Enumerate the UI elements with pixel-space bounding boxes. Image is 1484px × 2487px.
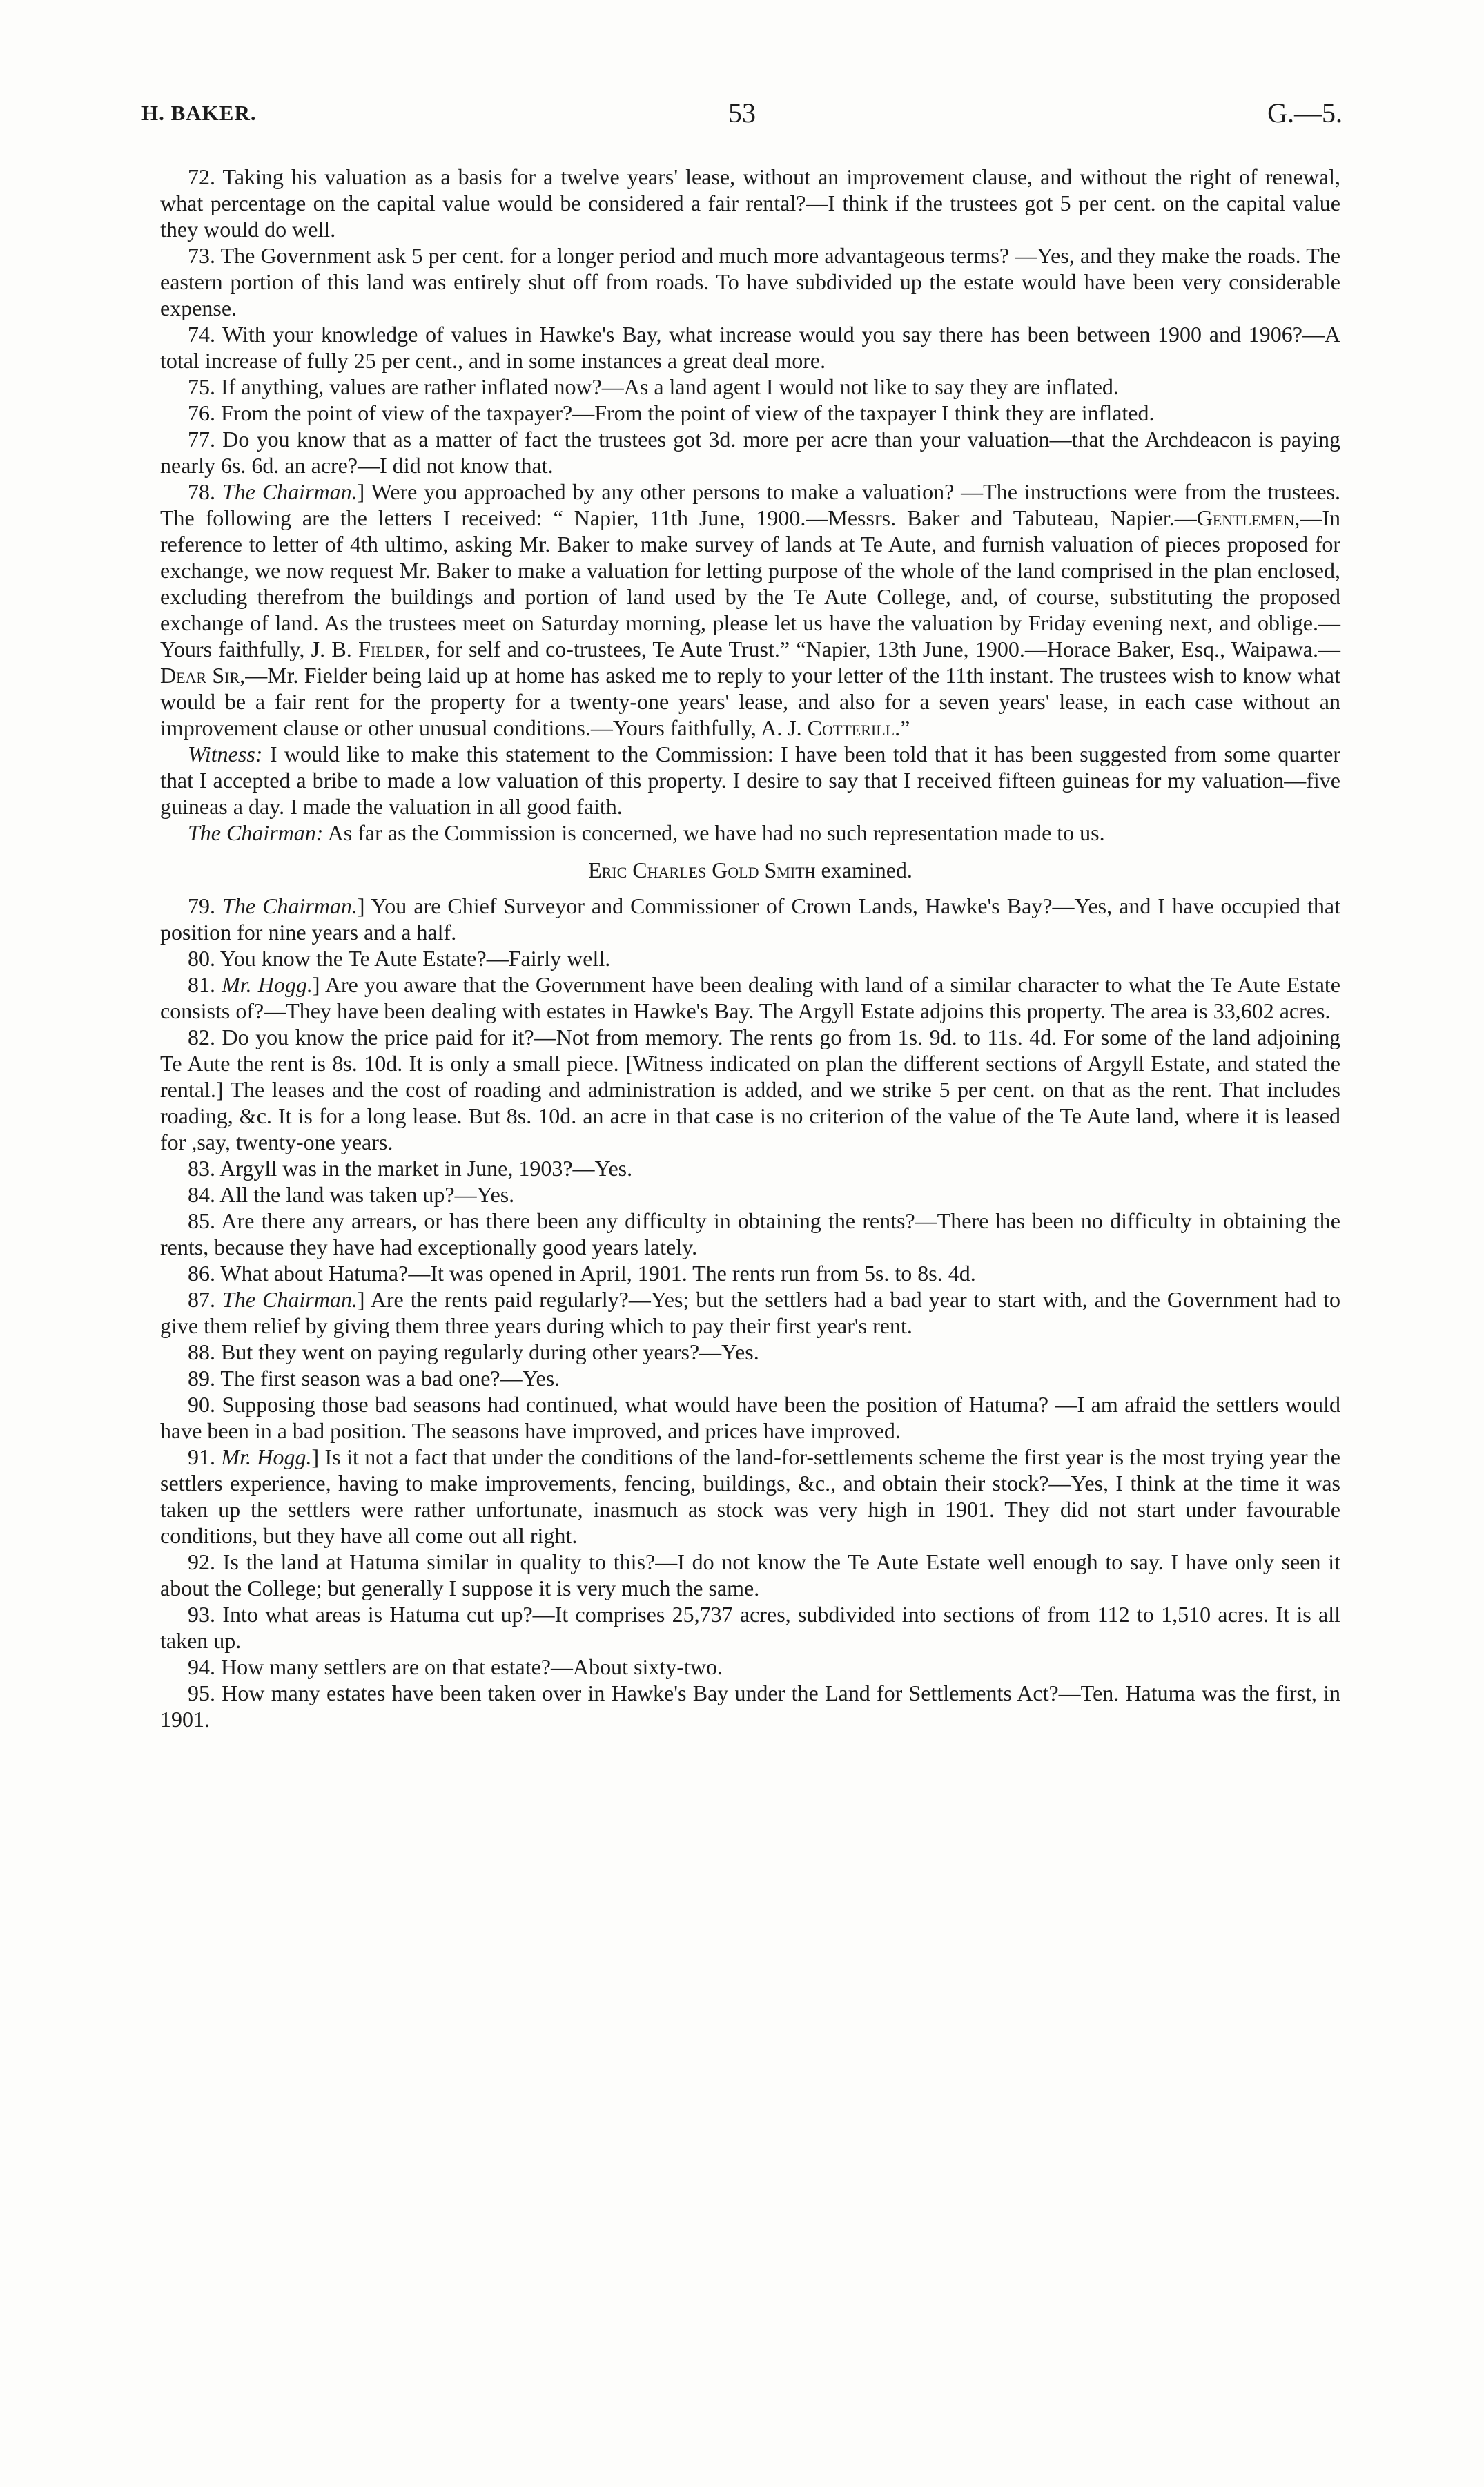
paragraph-82: 82. Do you know the price paid for it?—Not from memory. The rents go from 1s. 9d. to 11s. 4d. For some of the land adjoining Te Aute the rent is 8s. 10d. It is only a small piece. [Witness indicated on plan the different sections of Argyll Estate, and stated the rental.] The leases and the cost of roading and administration is added, and we strike 5 per cent. on that as the rent. That includes roading, &c. It is for a long lease. But 8s. 10d. an acre in that case is no criterion of the value of the Te Aute land, where it is leased for ,say, twenty-one years.	[160, 1025, 1340, 1154]
question-number: 81.	[188, 972, 215, 997]
paragraph-text: ] Is it not a fact that under the conditions of the land-for-settlements scheme the first year is the most trying year the settlers experience, having to make improvements, fencing, buildings, &c., and obtain their stock?—Yes, I think at the time it was taken up the settlers were rather unfortunate, inasmuch as stock was very high in 1901. They did not start under favourable conditions, but they have all come out all right.	[160, 1444, 1340, 1548]
paragraph-79	[160, 893, 1340, 945]
paragraph-text: —In reference to letter of 4th ultimo, asking Mr. Baker to make survey of lands at Te Aute, and furnish valuation of pieces proposed for exchange, we now request Mr. Baker to make a valuation for letting purpose of the whole of the land comprised in the plan enclosed, excluding therefrom the buildings and portion of land used by the Te Aute College, and, of course, substituting the proposed exchange of land. As the trustees meet on Saturday morning, please let us have the valuation by Friday evening next, and oblige.—Yours faithfully, J. B.	[160, 505, 1340, 661]
paragraph-91	[160, 1444, 1340, 1549]
speaker-name: The Chairman.	[222, 893, 358, 918]
speaker-name: Mr. Hogg.	[221, 1444, 312, 1469]
paragraph-80: 80. You know the Te Aute Estate?—Fairly well.	[188, 946, 611, 971]
paragraph-81	[160, 971, 1340, 1024]
salutation: Dear Sir,	[160, 663, 246, 688]
speaker-name: Witness:	[188, 742, 263, 766]
witness-name: Eric Charles Gold Smith	[588, 858, 816, 882]
speaker-name: The Chairman.	[222, 479, 358, 504]
chairman-statement	[160, 820, 1340, 846]
paragraph-85: 85. Are there any arrears, or has there been any difficulty in obtaining the rents?—There has been no difficulty in obtaining the rents, because they have had exceptionally good years lately.	[160, 1208, 1340, 1259]
question-number: 91.	[188, 1444, 215, 1469]
salutation: Gentlemen,	[1196, 505, 1300, 530]
page-number: 53	[728, 97, 756, 128]
paragraph-75: 75. If anything, values are rather inflated now?—As a land agent I would not like to say they are inflated.	[188, 374, 1119, 399]
witness-heading	[160, 857, 1340, 883]
document-reference: G.—5.	[1267, 97, 1343, 128]
signatory-name: Cotterill.	[807, 715, 901, 740]
paragraph-text: ] You are Chief Surveyor and Commissioner of Crown Lands, Hawke's Bay?—Yes, and I have occupied that position for nine years and a half.	[160, 893, 1341, 945]
paragraph-90: 90. Supposing those bad seasons had continued, what would have been the position of Hatuma? —I am afraid the settlers would have been in a bad position. The seasons have improved, and prices have improved.	[160, 1392, 1340, 1443]
speaker-name: Mr. Hogg.	[222, 972, 313, 997]
question-number: 87.	[188, 1287, 215, 1312]
paragraph-text: for self and co-trustees, Te Aute Trust.” “Napier, 13th June, 1900.—Horace Baker, Esq., Waipawa.—	[430, 637, 1341, 661]
paragraph-77: 77. Do you know that as a matter of fact the trustees got 3d. more per acre than your valuation—that the Archdeacon is paying nearly 6s. 6d. an acre?—I did not know that.	[160, 427, 1340, 478]
question-number: 79.	[188, 893, 215, 918]
paragraph-92: 92. Is the land at Hatuma similar in quality to this?—I do not know the Te Aute Estate well enough to say. I have only seen it about the College; but generally I suppose it is very much the same.	[160, 1549, 1340, 1600]
paragraph-text: ] Were you approached by any other persons to make a valuation? —The instructions were from the trustees. The following are the letters I received: “ Napier, 11th June, 1900.—Messrs. Baker and Tabuteau, Napier.—	[160, 479, 1341, 530]
paragraph-74: 74. With your knowledge of values in Hawke's Bay, what increase would you say there has been between 1900 and 1906?—A total increase of fully 25 per cent., and in some instances a great deal more.	[160, 322, 1340, 373]
paragraph-78	[160, 478, 1340, 741]
signatory-name: Fielder,	[358, 637, 431, 661]
paragraph-83: 83. Argyll was in the market in June, 1903?—Yes.	[188, 1156, 633, 1181]
testimony-body	[160, 164, 1340, 1732]
paragraph-84: 84. All the land was taken up?—Yes.	[188, 1182, 515, 1207]
witness-statement	[160, 741, 1340, 820]
paragraph-text: As far as the Commission is concerned, we have had no such representation made to us.	[323, 820, 1105, 845]
speaker-name: The Chairman:	[188, 820, 324, 845]
paragraph-88: 88. But they went on paying regularly during other years?—Yes.	[188, 1339, 759, 1364]
paragraph-73: 73. The Government ask 5 per cent. for a longer period and much more advantageous terms? —Yes, and they make the roads. The eastern portion of this land was entirely shut off from roads. To have subdivided up the estate would have been very considerable expense.	[160, 243, 1340, 320]
paragraph-94: 94. How many settlers are on that estate?—About sixty-two.	[188, 1654, 723, 1679]
witness-heading-suffix: examined.	[815, 858, 912, 882]
paragraph-72: 72. Taking his valuation as a basis for a twelve years' lease, without an improvement clause, and without the right of renewal, what percentage on the capital value would be considered a fair rental?—I think if the trustees got 5 per cent. on the capital value they would do well.	[160, 164, 1340, 242]
paragraph-text: ”	[900, 715, 910, 740]
paragraph-text: ] Are the rents paid regularly?—Yes; but the settlers had a bad year to start with, and the Government had to give them relief by giving them three years during which to pay their first year's rent.	[160, 1287, 1341, 1338]
paragraph-87	[160, 1286, 1340, 1339]
paragraph-76: 76. From the point of view of the taxpayer?—From the point of view of the taxpayer I think they are inflated.	[188, 400, 1155, 425]
paragraph-95: 95. How many estates have been taken over in Hawke's Bay under the Land for Settlements Act?—Ten. Hatuma was the first, in 1901.	[160, 1681, 1340, 1732]
paragraph-93: 93. Into what areas is Hatuma cut up?—It comprises 25,737 acres, subdivided into sections of from 112 to 1,510 acres. It is all taken up.	[160, 1602, 1340, 1653]
paragraph-text: ] Are you aware that the Government have been dealing with land of a similar character to what the Te Aute Estate consists of?—They have been dealing with estates in Hawke's Bay. The Argyll Estate adjoins this property. The area is 33,602 acres.	[160, 972, 1341, 1023]
question-number: 78.	[188, 479, 215, 504]
paragraph-89: 89. The first season was a bad one?—Yes.	[188, 1366, 560, 1391]
page-header	[141, 97, 1343, 138]
paragraph-text: I would like to make this statement to the Commission: I have been told that it has been suggested from some quarter that I accepted a bribe to made a low valuation of this property. I desire to say that I received fifteen guineas for my valuation—five guineas a day. I made the valuation in all good faith.	[160, 742, 1340, 819]
paragraph-text: —Mr. Fielder being laid up at home has asked me to reply to your letter of the 11th instant. The trustees wish to know what would be a fair rent for the property for a twenty-one years' lease, and also for a seven years' lease, in each case without an improvement clause or other unusual conditions.—Yours faithfully, A. J.	[160, 663, 1341, 740]
speaker-name: The Chairman.	[222, 1287, 358, 1312]
paragraph-86: 86. What about Hatuma?—It was opened in April, 1901. The rents run from 5s. to 8s. 4d.	[188, 1261, 976, 1286]
header-witness-name: H. BAKER.	[141, 101, 257, 125]
